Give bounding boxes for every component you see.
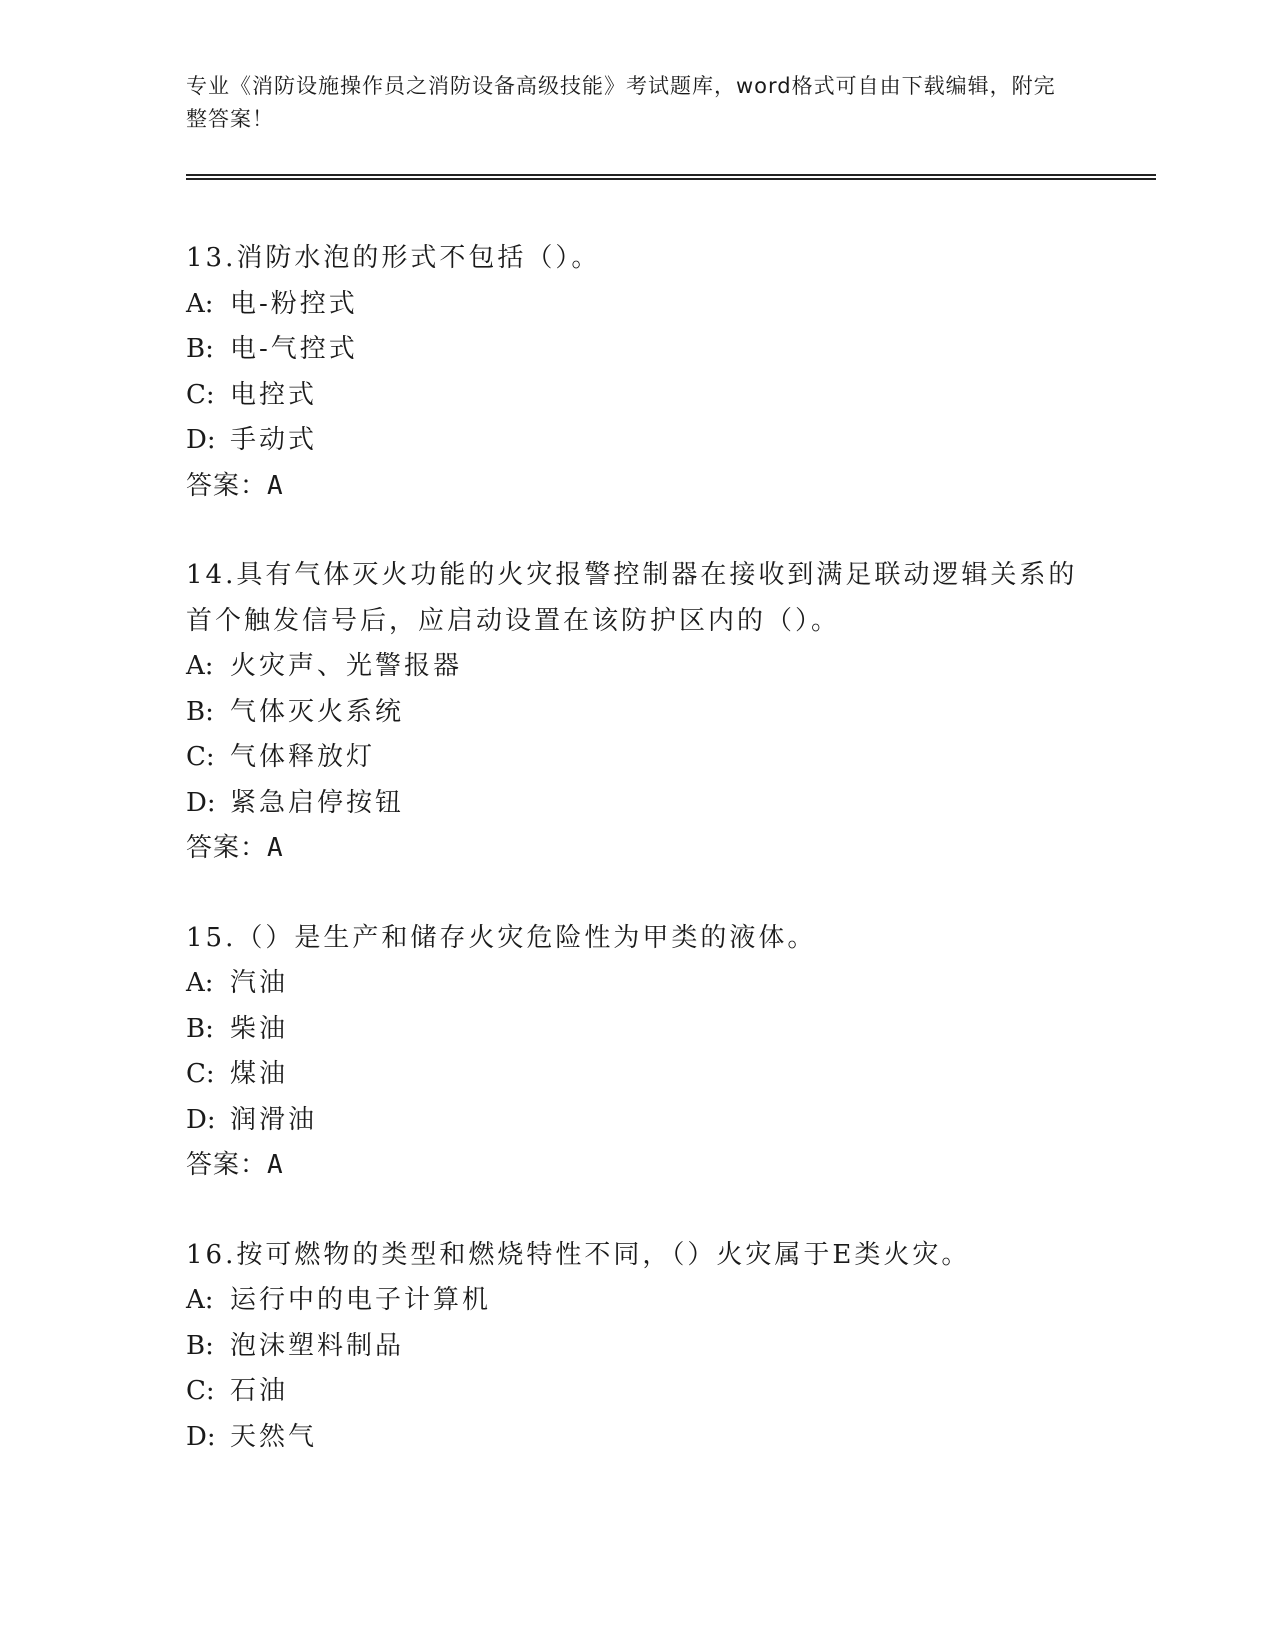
answer-value: A — [267, 470, 284, 501]
question-16 — [186, 1233, 1156, 1461]
option-d — [186, 1415, 1156, 1461]
option-b — [186, 1324, 1156, 1370]
option-key: B: — [186, 696, 214, 727]
option-text: 运行中的电子计算机 — [230, 1285, 492, 1315]
option-d — [186, 1098, 1156, 1144]
option-text: 电-气控式 — [230, 334, 358, 364]
option-key: B: — [186, 334, 214, 364]
option-text: 气体灭火系统 — [230, 696, 405, 727]
option-text: 泡沫塑料制品 — [230, 1330, 405, 1361]
option-key: A: — [186, 1285, 214, 1315]
option-text: 紧急启停按钮 — [230, 787, 405, 818]
question-13 — [186, 236, 1156, 509]
question-stem: 13.消防水泡的形式不包括（）。 — [186, 243, 601, 273]
option-text: 天然气 — [230, 1421, 318, 1452]
option-key: D: — [186, 787, 216, 818]
option-key: B: — [186, 1330, 214, 1361]
question-stem: 15.（）是生产和储存火灾危险性为甲类的液体。 — [186, 922, 817, 953]
option-a — [186, 282, 1156, 328]
answer-line — [186, 826, 1156, 872]
option-c — [186, 1369, 1156, 1415]
option-text: 手动式 — [230, 425, 318, 455]
option-a — [186, 1278, 1156, 1324]
option-key: D: — [186, 1421, 216, 1452]
option-text: 汽油 — [230, 968, 289, 998]
option-b — [186, 1007, 1156, 1053]
option-key: A: — [186, 651, 214, 681]
question-stem: 16.按可燃物的类型和燃烧特性不同，（）火灾属于E类火灾。 — [186, 1239, 971, 1270]
option-key: D: — [186, 425, 216, 455]
option-text: 气体释放灯 — [230, 742, 376, 772]
option-key: A: — [186, 288, 214, 319]
option-text: 火灾声、光警报器 — [230, 651, 463, 681]
option-key: C: — [186, 1376, 215, 1406]
answer-line — [186, 1143, 1156, 1189]
option-text: 煤油 — [230, 1059, 289, 1089]
option-text: 柴油 — [230, 1013, 289, 1044]
option-b — [186, 327, 1156, 373]
document-header: 专业《消防设施操作员之消防设备高级技能》考试题库，word格式可自由下载编辑，附完整答案！ — [186, 74, 1056, 131]
option-text: 电-粉控式 — [230, 288, 358, 319]
option-text: 电控式 — [230, 379, 318, 410]
option-text: 润滑油 — [230, 1104, 318, 1135]
answer-value: A — [267, 833, 284, 863]
option-text: 石油 — [230, 1376, 289, 1406]
document-page — [186, 70, 1156, 1504]
option-d — [186, 418, 1156, 464]
answer-label: 答案： — [186, 833, 268, 863]
option-key: C: — [186, 742, 215, 772]
question-list — [186, 236, 1156, 1460]
answer-value: A — [267, 1150, 284, 1180]
answer-line — [186, 464, 1156, 510]
answer-label: 答案： — [186, 470, 268, 501]
option-key: A: — [186, 968, 214, 998]
option-key: D: — [186, 1104, 216, 1135]
option-key: B: — [186, 1013, 214, 1044]
option-key: C: — [186, 379, 215, 410]
option-c — [186, 1052, 1156, 1098]
answer-label: 答案： — [186, 1150, 268, 1180]
question-14 — [186, 553, 1156, 872]
question-stem: 14.具有气体灭火功能的火灾报警控制器在接收到满足联动逻辑关系的首个触发信号后，应启动设置在该防护区内的（）。 — [186, 560, 1078, 636]
option-d — [186, 781, 1156, 827]
question-15 — [186, 916, 1156, 1189]
option-a — [186, 644, 1156, 690]
header-divider — [186, 174, 1156, 180]
option-a — [186, 961, 1156, 1007]
option-c — [186, 735, 1156, 781]
option-c — [186, 373, 1156, 419]
option-key: C: — [186, 1059, 215, 1089]
option-b — [186, 690, 1156, 736]
